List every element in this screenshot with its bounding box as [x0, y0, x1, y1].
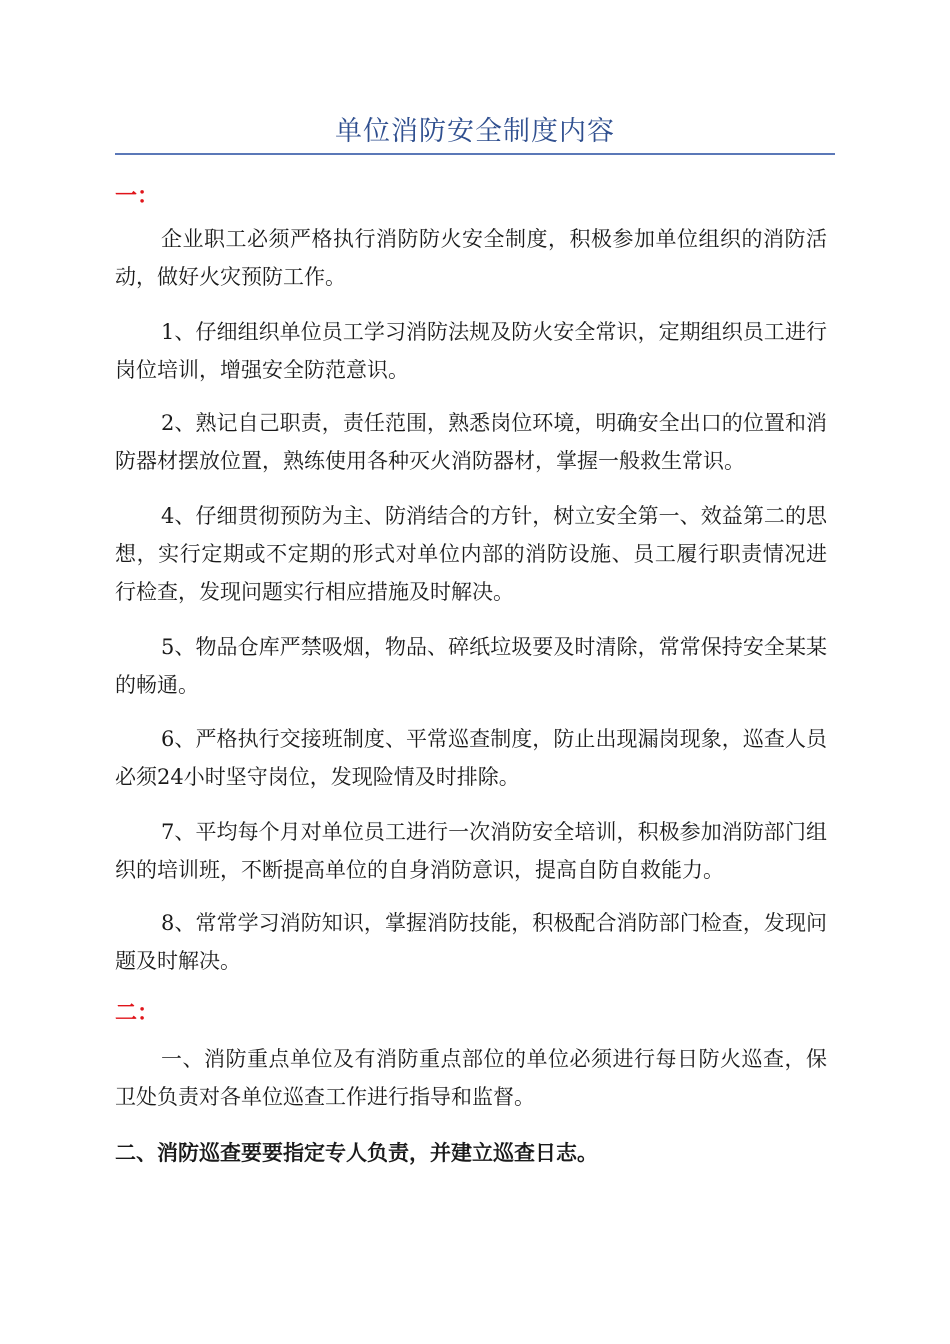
section-1-heading: 一： — [115, 184, 160, 209]
title-underline — [115, 153, 835, 155]
paragraph-item-6: 6、严格执行交接班制度、平常巡查制度，防止出现漏岗现象，巡查人员必须24小时坚守岗位，发现险情及时排除。 — [115, 727, 827, 789]
paragraph-item-7: 7、平均每个月对单位员工进行一次消防安全培训，积极参加消防部门组织的培训班，不断提高单位的自身消防意识，提高自防自救能力。 — [115, 820, 827, 882]
paragraph-item-5: 5、物品仓库严禁吸烟，物品、碎纸垃圾要及时清除，常常保持安全某某的畅通。 — [115, 635, 827, 697]
paragraph-item-1: 1、仔细组织单位员工学习消防法规及防火安全常识，定期组织员工进行岗位培训，增强安全防范意识。 — [115, 320, 827, 382]
section-2-heading: 二： — [115, 1001, 160, 1026]
paragraph-intro: 企业职工必须严格执行消防防火安全制度，积极参加单位组织的消防活动，做好火灾预防工作。 — [115, 227, 827, 289]
bold-statement: 二、消防巡查要要指定专人负责，并建立巡查日志。 — [115, 1141, 598, 1165]
document-title: 单位消防安全制度内容 — [335, 116, 615, 147]
paragraph-item-2: 2、熟记自己职责，责任范围，熟悉岗位环境，明确安全出口的位置和消防器材摆放位置，熟练使用各种灭火消防器材，掌握一般救生常识。 — [115, 411, 827, 473]
paragraph-item-4: 4、仔细贯彻预防为主、防消结合的方针，树立安全第一、效益第二的思想，实行定期或不定期的形式对单位内部的消防设施、员工履行职责情况进行检查，发现问题实行相应措施及时解决。 — [115, 504, 827, 604]
paragraph-section2-item-1: 一、消防重点单位及有消防重点部位的单位必须进行每日防火巡查，保卫处负责对各单位巡查工作进行指导和监督。 — [115, 1047, 827, 1109]
paragraph-item-8: 8、常常学习消防知识，掌握消防技能，积极配合消防部门检查，发现问题及时解决。 — [115, 911, 827, 973]
